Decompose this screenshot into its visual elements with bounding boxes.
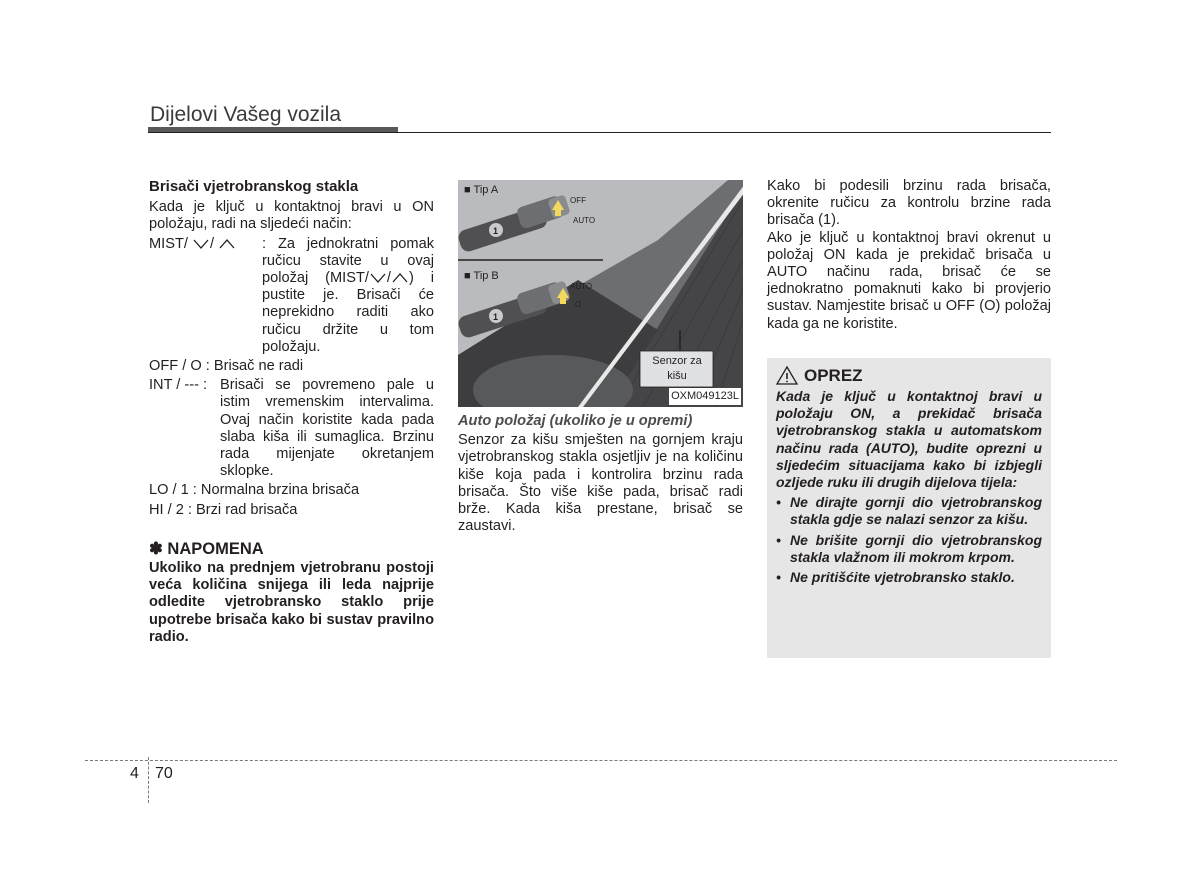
list-item: • Ne dirajte gornji dio vjetrobranskog stakla gdje se nalazi senzor za kišu. xyxy=(776,494,1042,528)
right-paragraph-1: Kako bi podesili brzinu rada brisača, okrenite ručicu za kontrolu brzine rada brisača (1). xyxy=(767,178,1051,229)
warning-body: Kada je ključ u kontaktnoj bravi u položaju ON, a prekidač brisača vjetrobranskog stakla u automatskom načinu rada (AUTO), budite oprezni u sljedećim situacijama kako bi izbjegli ozljede ruku ili drugih dijelova tijela: xyxy=(776,388,1042,491)
wiper-stalk-figure xyxy=(458,180,743,407)
section-title: Dijelovi Vašeg vozila xyxy=(150,103,342,126)
int-label: INT / --- : xyxy=(149,377,208,394)
tip-a-label: ■ Tip A xyxy=(464,184,499,196)
int-row xyxy=(149,377,434,480)
warning-triangle-icon xyxy=(776,366,798,385)
int-text: Brisači se povremeno pale u istim vremenskim intervalima. Ovaj način koristite kada pada slaba kiša ili sumaglica. Brzinu rada mijenjate okretanjem sklopke. xyxy=(220,377,434,480)
right-paragraph-2: Ako je ključ u kontaktnoj bravi okrenut u položaj ON kada je prekidač brisača u AUTO načinu rada, brisač će se jednokratno pomaknuti kako bi provjerio sustav. Namjestite brisač u OFF (O) položaj kada ga ne koristite. xyxy=(767,229,1051,332)
off-text: OFF / O : Brisač ne radi xyxy=(149,358,304,375)
header-rule xyxy=(148,132,1051,133)
list-item: • Ne pritišćite vjetrobransko staklo. xyxy=(776,569,1015,586)
list-item: • Ne brišite gornji dio vjetrobranskog stakla vlažnom ili mokrom krpom. xyxy=(776,531,1042,565)
note-body: Ukoliko na prednjem vjetrobranu postoji veća količina snijega ili leda najprije odledite vjetrobransko staklo prije upotrebe brisača kako bi sustav pravilno radio. xyxy=(149,560,434,645)
auto-body: Senzor za kišu smješten na gornjem kraju vjetrobranskog stakla osjetljiv je na količinu kiše koja pada i kontrolira brzinu rada brisača. Što više kiše pada, brisač radi brže. Kada kiša prestane, brisač se zaustavi. xyxy=(458,432,743,535)
figure-code: OXM049123L xyxy=(669,388,741,405)
tip-b-label: ■ Tip B xyxy=(464,270,499,282)
intro-text: Kada je ključ u kontaktnoj bravi u ON položaju, radi na sljedeći način: xyxy=(149,199,434,233)
one-label-b: 1 xyxy=(493,312,499,322)
wipers-heading: Brisači vjetrobranskog stakla xyxy=(149,178,359,195)
chapter-number: 4 xyxy=(130,765,139,782)
chevron-down-icon xyxy=(370,272,386,284)
footer-vertical-divider xyxy=(148,757,149,803)
hi-text: HI / 2 : Brzi rad brisača xyxy=(149,501,298,518)
sensor-label: Senzor za kišu xyxy=(652,355,702,382)
chevron-down-icon xyxy=(193,238,209,250)
mist-text: : Za jednokratni pomak ručicu stavite u ovaj položaj (MIST/ / ) i pustite je. Brisači će neprekidno raditi ako ručicu držite u tom položaju. xyxy=(262,235,434,355)
mist-label: MIST/ / xyxy=(149,236,259,356)
auto-label-a: AUTO xyxy=(573,216,596,225)
page-number: 70 xyxy=(155,765,173,782)
o-label-b: O xyxy=(575,300,582,309)
one-label-a: 1 xyxy=(493,226,499,236)
mist-row xyxy=(149,236,434,356)
auto-caption: Auto položaj (ukoliko je u opremi) xyxy=(458,413,693,429)
warning-box xyxy=(767,358,1051,658)
lo-text: LO / 1 : Normalna brzina brisača xyxy=(149,482,360,499)
off-label-a: OFF xyxy=(570,196,586,205)
warning-bullets xyxy=(776,494,1042,586)
left-column xyxy=(149,178,434,646)
footer-divider xyxy=(85,760,1117,761)
chevron-up-icon xyxy=(392,272,408,284)
right-column xyxy=(767,178,1051,333)
warning-header: OPREZ xyxy=(776,366,1042,385)
note-heading: ✽ NAPOMENA xyxy=(149,539,264,558)
chevron-up-icon xyxy=(219,238,235,250)
auto-label-b: AUTO xyxy=(570,282,593,291)
middle-column xyxy=(458,180,743,535)
